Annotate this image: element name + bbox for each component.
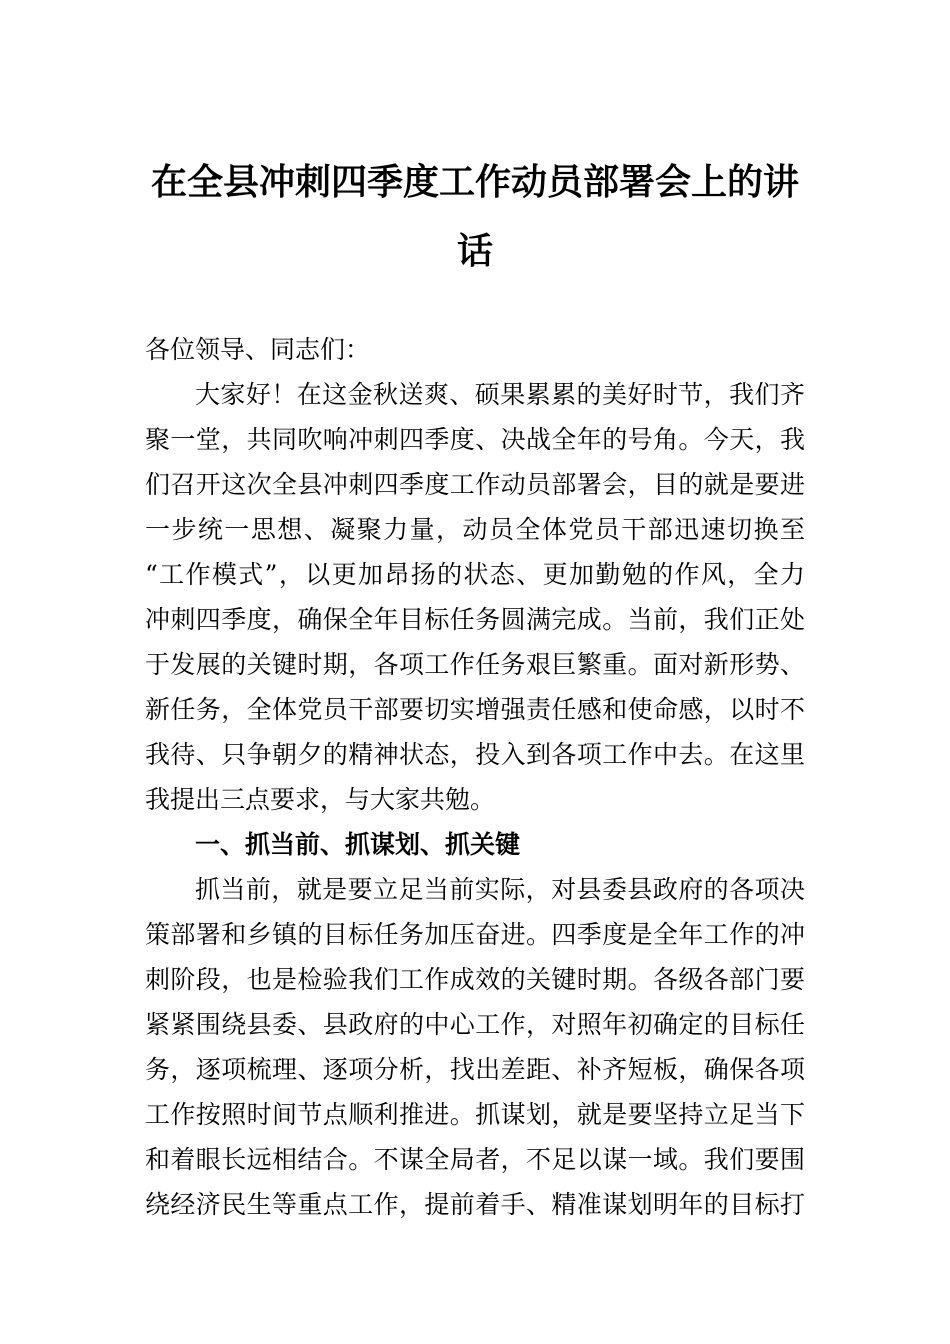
document-body [145,327,805,1227]
text-line: 聚一堂，共同吹响冲刺四季度、决战全年的号角。今天，我 [145,425,805,454]
text-line: 新任务，全体党员干部要切实增强责任感和使命感，以时不 [145,695,805,724]
text-line: 紧紧围绕县委、县政府的中心工作，对照年初确定的目标任 [145,1010,805,1039]
text-line: 各位领导、同志们： [145,335,371,364]
text-line: 刺阶段，也是检验我们工作成效的关键时期。各级各部门要 [145,965,805,994]
document-title-line-2: 话 [456,230,493,272]
text-line: “工作模式”，以更加昂扬的状态、更加勤勉的作风，全力 [145,560,805,589]
section-heading: 一、抓当前、抓谋划、抓关键 [195,830,521,859]
text-line: 一步统一思想、凝聚力量，动员全体党员干部迅速切换至 [145,515,805,544]
document-title [120,148,830,286]
text-line: 冲刺四季度，确保全年目标任务圆满完成。当前，我们正处 [145,605,805,634]
text-line: 工作按照时间节点顺利推进。抓谋划，就是要坚持立足当下 [145,1100,805,1129]
text-line: 抓当前，就是要立足当前实际，对县委县政府的各项决 [195,875,805,904]
text-line: 和着眼长远相结合。不谋全局者，不足以谋一域。我们要围 [145,1145,805,1174]
text-line: 我提出三点要求，与大家共勉。 [145,785,496,814]
document-title-line-1: 在全县冲刺四季度工作动员部署会上的讲 [150,161,799,203]
text-line: 大家好！在这金秋送爽、硕果累累的美好时节，我们齐 [195,380,805,409]
text-line: 们召开这次全县冲刺四季度工作动员部署会，目的就是要进 [145,470,805,499]
text-line: 策部署和乡镇的目标任务加压奋进。四季度是全年工作的冲 [145,920,805,949]
text-line: 绕经济民生等重点工作，提前着手、精准谋划明年的目标打 [145,1190,805,1219]
text-line: 我待、只争朝夕的精神状态，投入到各项工作中去。在这里 [145,740,805,769]
text-line: 务，逐项梳理、逐项分析，找出差距、补齐短板，确保各项 [145,1055,805,1084]
text-line: 于发展的关键时期，各项工作任务艰巨繁重。面对新形势、 [145,650,805,679]
